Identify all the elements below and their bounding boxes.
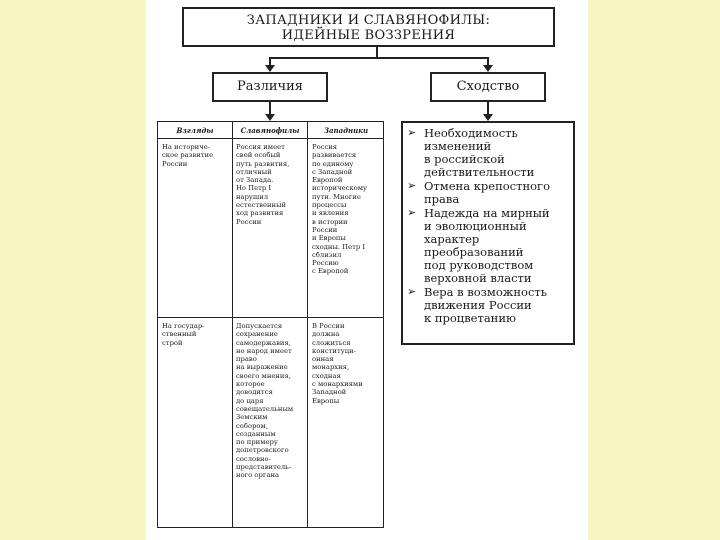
similarity-item	[407, 126, 535, 179]
similarity-item	[407, 206, 550, 285]
arrow-to-differences	[265, 65, 275, 72]
title-box	[182, 7, 555, 47]
title-line-1: ЗАПАДНИКИ И СЛАВЯНОФИЛЫ:	[246, 13, 491, 28]
table-header-divider	[158, 138, 383, 139]
table-row-1-topic: На историче- ское развитие России	[162, 143, 214, 168]
table-header-views: Взгляды	[176, 126, 214, 135]
table-col-divider-1	[232, 122, 233, 527]
arrow-bullet-icon: ➢	[407, 179, 417, 192]
arrow-bullet-icon: ➢	[407, 126, 417, 139]
similarity-item-text: Необходимость изменений в российской действительности	[424, 126, 535, 179]
similarity-box: Сходство	[430, 72, 546, 102]
arrow-to-table	[265, 114, 275, 121]
table-col-divider-2	[307, 122, 308, 527]
title-line-2: ИДЕЙНЫЕ ВОЗЗРЕНИЯ	[281, 28, 456, 43]
table-row-1-westerners: Россия развивается по единому с Западной Европой историческому пути. Многие процессы и явления в истории России и Европы сходны. Петр I сблизил Россию с Европой	[312, 143, 368, 276]
table-row-1-slavophiles: Россия имеет свой особый путь развития, отличный от Запада. Но Петр I нарушил естественный ход развития России	[236, 143, 290, 226]
similarity-list	[401, 121, 575, 345]
table-row-divider	[158, 317, 383, 318]
table-row-2-slavophiles: Допускается сохранение самодержавия, но народ имеет право на выражение своего мнения, которое доводится до царя совещательным Земским собором, созданным по примеру допетровского сословно- представитель- ного органа	[236, 322, 294, 480]
connector-horizontal	[270, 57, 488, 59]
similarity-item-text: Вера в возможность движения России к процветанию	[424, 285, 548, 325]
differences-box: Различия	[212, 72, 328, 102]
table-row-2-westerners: В России должна сложиться конституци- онная монархия, сходная с монархиями Западной Европы	[312, 322, 363, 405]
arrow-bullet-icon: ➢	[407, 206, 417, 219]
arrow-bullet-icon: ➢	[407, 285, 417, 298]
arrow-to-similarity-list	[483, 114, 493, 121]
similarity-item-text: Отмена крепостного права	[424, 179, 551, 206]
similarity-item-text: Надежда на мирный и эволюционный характер преобразований под руководством верховной власти	[424, 206, 550, 285]
differences-table	[157, 121, 384, 528]
table-header-westerners: Западники	[323, 126, 369, 135]
table-header-slavophiles: Славянофилы	[240, 126, 300, 135]
arrow-to-similarity	[483, 65, 493, 72]
table-row-2-topic: На государ- ственный строй	[162, 322, 205, 347]
similarity-item	[407, 285, 548, 338]
